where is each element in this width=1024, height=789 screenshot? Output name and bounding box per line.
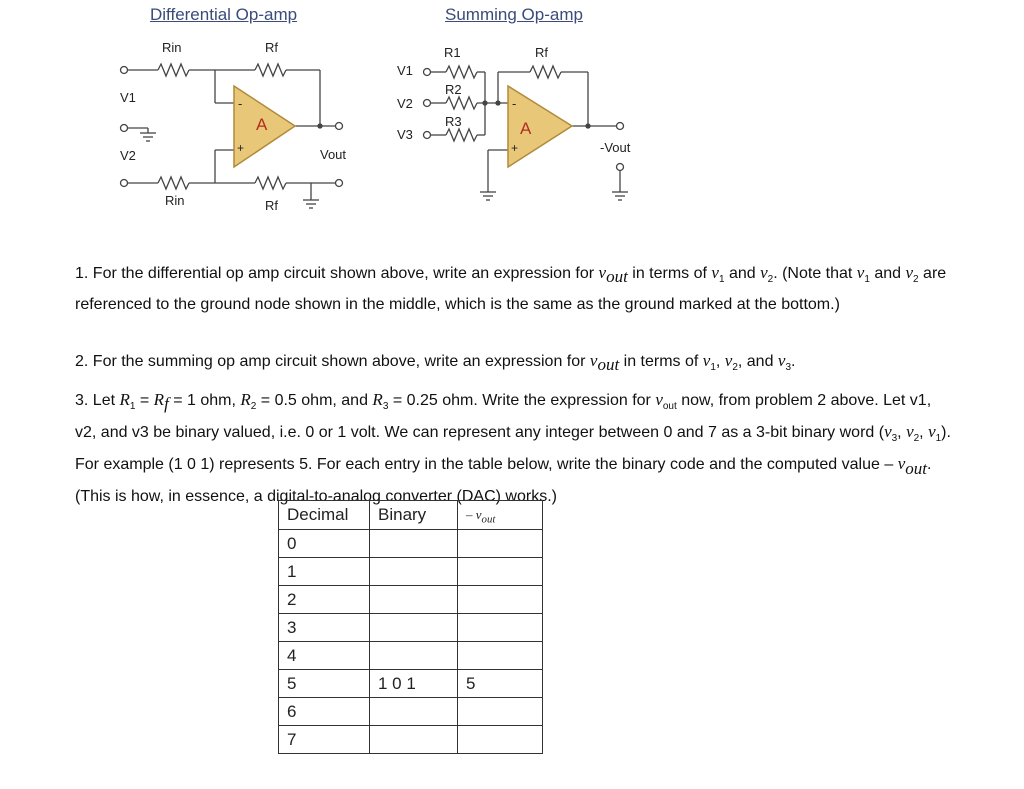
- header-vout: – $v_{out}$: [458, 501, 543, 530]
- sum-rf-label: Rf: [535, 45, 548, 60]
- cell-vout[interactable]: [458, 698, 543, 726]
- cell-decimal: 0: [279, 530, 370, 558]
- sum-neg-vout-label: -Vout: [600, 140, 631, 155]
- cell-binary[interactable]: [370, 614, 458, 642]
- sum-v1-label: V1: [397, 63, 413, 78]
- summing-title: Summing Op-amp: [445, 5, 583, 24]
- header-binary: Binary: [370, 501, 458, 530]
- cell-decimal: 3: [279, 614, 370, 642]
- table-row: [279, 530, 543, 558]
- sum-r2-resistor: [446, 97, 477, 109]
- differential-title: Differential Op-amp: [150, 5, 298, 24]
- table-header-row: [279, 501, 543, 530]
- cell-decimal: 2: [279, 586, 370, 614]
- cell-binary[interactable]: [370, 642, 458, 670]
- cell-binary[interactable]: [370, 698, 458, 726]
- diff-rin-bottom-resistor: [158, 177, 189, 189]
- diff-rf-bottom-resistor: [255, 177, 286, 189]
- cell-binary[interactable]: [370, 726, 458, 754]
- diff-ground-terminal: [121, 125, 128, 132]
- diff-rf-top-label: Rf: [265, 40, 278, 55]
- diff-rin-top-resistor: [158, 64, 189, 76]
- question-3: 3. Let $R_1 = R_f = 1$ ohm, $R_2 = 0.5$ ohm, and $R_3 = 0.25$ ohm. Write the expression for $v_{out}$ now, from problem 2 above. Let v1, v2, and v3 be binary valued, i.e. 0 or 1 volt. We can represent any integer between 0 and 7 as a 3-bit binary word ($v_3$, $v_2$, $v_1$). For example (1 0 1) represents 5. For each entry in the table below, write the binary code and the computed value – $v_{out}$. (This is how, in essence, a digital-to-analog converter (DAC) works.): [75, 390, 951, 505]
- diff-v2-terminal: [121, 180, 128, 187]
- question-2: 2. For the summing op amp circuit shown above, write an expression for $v_{out}$ in terms of $v_1$, $v_2$, and $v_3$.: [75, 351, 796, 375]
- table-row: [279, 726, 543, 754]
- dac-table: [278, 500, 543, 754]
- diff-plus-sign: +: [237, 141, 245, 155]
- cell-decimal: 5: [279, 670, 370, 698]
- table-row: [279, 558, 543, 586]
- diff-rin-top-label: Rin: [162, 40, 182, 55]
- cell-binary[interactable]: [370, 586, 458, 614]
- diff-v2-label: V2: [120, 148, 136, 163]
- sum-r1-resistor: [446, 66, 477, 78]
- question-1: 1. For the differential op amp circuit shown above, write an expression for $v_{out}$ in terms of $v_1$ and $v_2$. (Note that $v_1$ and $v_2$ are referenced to the ground node shown in the middle, which is the same as the ground marked at the bottom.): [75, 263, 947, 314]
- cell-decimal: 4: [279, 642, 370, 670]
- cell-vout[interactable]: [458, 586, 543, 614]
- diff-vout-terminal: [336, 123, 343, 130]
- cell-decimal: 1: [279, 558, 370, 586]
- diff-rf-top-resistor: [255, 64, 286, 76]
- cell-binary[interactable]: [370, 558, 458, 586]
- cell-decimal: 7: [279, 726, 370, 754]
- sum-r1-label: R1: [444, 45, 461, 60]
- table-row: [279, 642, 543, 670]
- table-row: [279, 698, 543, 726]
- sum-plus-sign: +: [511, 141, 519, 155]
- diff-minus-sign: -: [238, 96, 243, 111]
- sum-r3-label: R3: [445, 114, 462, 129]
- cell-vout[interactable]: [458, 614, 543, 642]
- sum-minus-sign: -: [512, 96, 517, 111]
- cell-decimal: 6: [279, 698, 370, 726]
- sum-r3-resistor: [446, 129, 477, 141]
- cell-vout[interactable]: [458, 642, 543, 670]
- sum-v3-terminal: [424, 132, 431, 139]
- cell-binary[interactable]: 1 0 1: [370, 670, 458, 698]
- circuit-diagrams: [0, 0, 1024, 230]
- sum-v2-label: V2: [397, 96, 413, 111]
- cell-vout[interactable]: [458, 558, 543, 586]
- diff-v1-label: V1: [120, 90, 136, 105]
- table-row: [279, 670, 543, 698]
- sum-amp-label: A: [520, 119, 532, 138]
- circuit-svg: [0, 0, 1024, 230]
- diff-vout-label: Vout: [320, 147, 347, 162]
- header-decimal: Decimal: [279, 501, 370, 530]
- cell-vout[interactable]: [458, 530, 543, 558]
- diff-rin-bottom-label: Rin: [165, 193, 185, 208]
- cell-vout[interactable]: 5: [458, 670, 543, 698]
- cell-binary[interactable]: [370, 530, 458, 558]
- sum-rf-resistor: [530, 66, 561, 78]
- sum-v2-terminal: [424, 100, 431, 107]
- sum-r2-label: R2: [445, 82, 462, 97]
- table-row: [279, 586, 543, 614]
- diff-rf-bottom-label: Rf: [265, 198, 278, 213]
- table-row: [279, 614, 543, 642]
- cell-vout[interactable]: [458, 726, 543, 754]
- diff-amp-label: A: [256, 115, 268, 134]
- sum-neg-vout-terminal: [617, 123, 624, 130]
- diff-v1-terminal: [121, 67, 128, 74]
- sum-v3-label: V3: [397, 127, 413, 142]
- sum-v1-terminal: [424, 69, 431, 76]
